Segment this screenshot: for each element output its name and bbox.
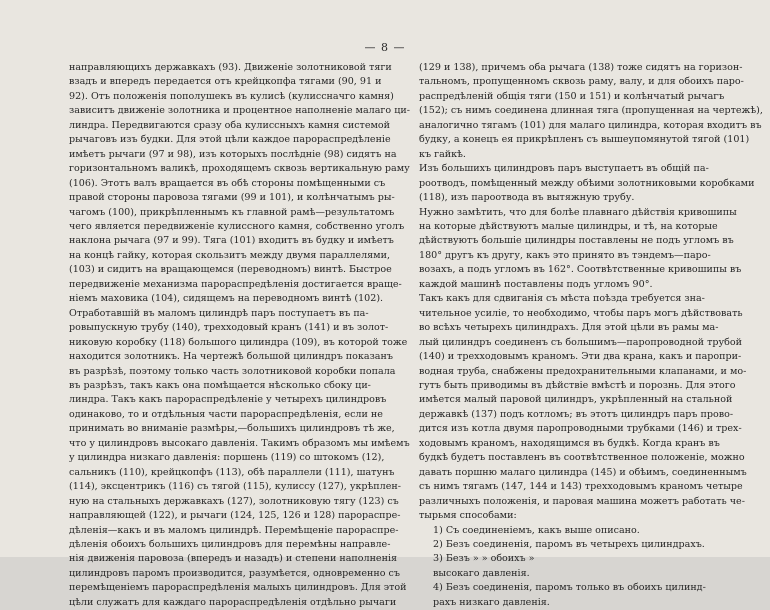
text-line: чего является передвиженіе кулиссного камня, собственно уголъ [69,220,405,232]
text-line: лый цилиндръ соединенъ съ большимъ—паропроводной трубой [419,336,742,348]
text-line: (118), изъ пароотвода въ вытяжную трубу. [419,192,635,204]
text-line: (152); съ нимъ соединена длинная тяга (пропущенная на чертежѣ), [419,105,763,117]
text-line: дѣленія обоихъ большихъ цилиндровъ для перемѣны направле- [69,538,391,550]
text-line: тальномъ, пропущенномъ сквозь раму, валу, и для обоихъ паро- [419,76,744,88]
list-item: рахъ низкаго давленія. [433,596,550,608]
text-line: зависитъ движеніе золотника и процентное наполненіе малаго ци- [69,105,410,117]
text-line: дится изъ котла двумя паропроводными трубками (146) и трех- [419,423,742,435]
text-line: рычаговъ изъ будки. Для этой цѣли каждое парораспредѣленіе [69,134,391,146]
text-line: ходовымъ краномъ, находящимся въ будкѣ. Когда кранъ въ [419,437,720,449]
text-line: дѣйствуютъ большіе цилиндры поставлены не подъ угломъ въ [419,235,734,247]
text-line: ровыпускную трубу (140), трехходовый кранъ (141) и въ золот- [69,322,389,334]
text-line: линдра. Передвигаются сразу оба кулиссныхъ камня системой [69,119,391,131]
text-line: Такъ какъ для сдвиганія съ мѣста поѣзда требуется зна- [419,293,705,305]
text-line: линдра. Такъ какъ парораспредѣленіе у четырехъ цилиндровъ [69,394,387,406]
text-line: тырьмя способами: [419,510,517,522]
text-line: одинаково, то и отдѣльныя части парораспредѣленія, если не [69,408,383,420]
text-line: 92). Отъ положенія пополушекъ въ кулисѣ (кулиссначго камня) [69,90,394,102]
text-line: никовую коробку (118) большого цилиндра (109), въ которой тоже [69,336,408,348]
text-line: правой стороны паровоза тягами (99 и 101), и колѣнчатымъ ры- [69,192,395,204]
text-line: что у цилиндровъ высокаго давленія. Такимъ образомъ мы имѣемъ [69,437,410,449]
text-line: взадъ и впередъ передается отъ крейцкопфа тягами (90, 91 и [69,76,382,88]
text-line: державкѣ (137) подъ котломъ; въ этотъ цилиндръ паръ прово- [419,408,734,420]
text-line: водная труба, снабжены предохранительными клапанами, и мо- [419,365,747,377]
text-line: съ нимъ тягамъ (147, 144 и 143) трехходовымъ краномъ четыре [419,481,743,493]
text-line: направляющихъ державкахъ (93). Движеніе золотниковой тяги [69,62,392,73]
text-line: (103) и сидитъ на вращающемся (переводномъ) винтѣ. Быстрое [69,264,392,276]
text-line: горизонтальномъ валикѣ, проходящемъ сквозь вертикальную раму [69,163,410,175]
text-line: будку, а конецъ ея прикрѣпленъ съ вышеупомянутой тягой (101) [419,134,750,146]
text-line: во всѣхъ четырехъ цилиндрахъ. Для этой цѣли въ рамы ма- [419,322,719,334]
text-line: наклона рычага (97 и 99). Тяга (101) входитъ въ будку и имѣетъ [69,235,394,247]
text-line: гутъ быть приводимы въ дѣйствіе вмѣстѣ и порознь. Для этого [419,379,736,391]
text-line: въ разрѣзъ, такъ какъ она помѣщается нѣсколько сбоку ци- [69,379,371,391]
text-line: (114), эксцентрикъ (116) съ тягой (115), кулиссу (127), укрѣплен- [69,481,401,493]
text-line: (129 и 138), причемъ оба рычага (138) тоже сидятъ на горизон- [419,62,743,73]
list-item: 4) Безъ соединенія, паромъ только въ обоихъ цилинд- [433,582,706,594]
text-line: цѣли служатъ для каждаго парораспредѣленія отдѣльно рычаги [69,596,397,608]
text-line: 180° другъ къ другу, какъ это принято въ тэндемъ—паро- [419,249,711,261]
text-line: давать поршню малаго цилиндра (145) и обѣимъ, соединеннымъ [419,466,747,478]
page-number: — 8 — [364,41,406,54]
text-line: Отработавшій въ маломъ цилиндрѣ паръ поступаетъ въ па- [69,307,369,319]
list-item: высокаго давленія. [433,567,530,579]
text-line: распредѣленій общія тяги (150 и 151) и колѣнчатый рычагъ [419,90,725,102]
text-line: каждой машинѣ поставлены подъ угломъ 90°. [419,278,653,290]
list-item: 1) Съ соединеніемъ, какъ выше описано. [433,524,640,536]
text-line: Изъ большихъ цилиндровъ паръ выступаетъ въ общій па- [419,163,709,175]
text-line: дѣленія—какъ и въ маломъ цилиндрѣ. Перемѣщеніе парораспре- [69,524,399,536]
list-item: 2) Безъ соединенія, паромъ въ четырехъ цилиндрахъ. [433,538,705,550]
text-line: чагомъ (100), прикрѣпленнымъ къ главной рамѣ—результатомъ [69,206,395,218]
text-line: находится золотникъ. На чертежѣ большой цилиндръ показанъ [69,351,393,363]
text-line: Нужно замѣтить, что для болѣе плавнаго дѣйствія кривошипы [419,206,737,218]
text-line: перемѣщеніемъ парораспредѣленія малыхъ цилиндровъ. Для этой [69,582,407,594]
text-line: имѣется малый паровой цилиндръ, укрѣпленный на стальной [419,394,733,406]
text-line: различныхъ положенія, и паровая машина можетъ работать че- [419,495,745,507]
text-line: принимать во вниманіе размѣры,—большихъ цилиндровъ тѣ же, [69,423,395,435]
text-line: (140) и трехходовымъ краномъ. Эти два крана, какъ и паропри- [419,351,742,363]
text-line: къ гайкѣ. [419,148,466,160]
text-line: имѣетъ рычаги (97 и 98), изъ которыхъ послѣдніе (98) сидятъ на [69,148,397,160]
text-line: будкѣ будетъ поставленъ въ соотвѣтственное положеніе, можно [419,452,745,464]
text-line: цилиндровъ паромъ производится, разумѣется, одновременно съ [69,567,400,579]
text-line: ную на стальныхъ державкахъ (127), золотниковую тягу (123) съ [69,495,399,507]
text-line: возахъ, а подъ угломъ въ 162°. Соотвѣтственные кривошипы въ [419,264,742,276]
text-line: направляющей (122), и рычаги (124, 125, 126 и 128) парораспре- [69,510,401,522]
text-line: роотводъ, помѣщенный между обѣими золотниковыми коробками [419,177,755,189]
text-line: ніемъ маховика (104), сидящемъ на переводномъ винтѣ (102). [69,293,384,305]
text-line: на которые дѣйствуютъ малые цилиндры, и тѣ, на которые [419,220,718,232]
text-line: аналогично тягамъ (101) для малаго цилиндра, которая входитъ въ [419,119,762,131]
text-line: (106). Этотъ валъ вращается въ обѣ стороны помѣщенными съ [69,177,386,189]
left-text-column [69,61,415,610]
right-text-column [419,61,763,610]
text-line: на концѣ гайку, которая скользитъ между двумя параллелями, [69,249,390,261]
text-line: чительное усиліе, то необходимо, чтобы паръ могъ дѣйствовать [419,307,743,319]
list-item: 3) Безъ » » обоихъ » [433,553,535,565]
text-line: въ разрѣзѣ, поэтому только часть золотниковой коробки попала [69,365,396,377]
text-line: сальникъ (110), крейцкопфъ (113), обѣ параллели (111), шатунъ [69,466,395,478]
text-line: у цилиндра низкаго давленія: поршень (119) со штокомъ (12), [69,452,385,464]
text-line: нія движенія паровоза (впередъ и назадъ) и степени наполненія [69,553,398,565]
text-line: передвиженіе механизма парораспредѣленія достигается враще- [69,278,402,290]
